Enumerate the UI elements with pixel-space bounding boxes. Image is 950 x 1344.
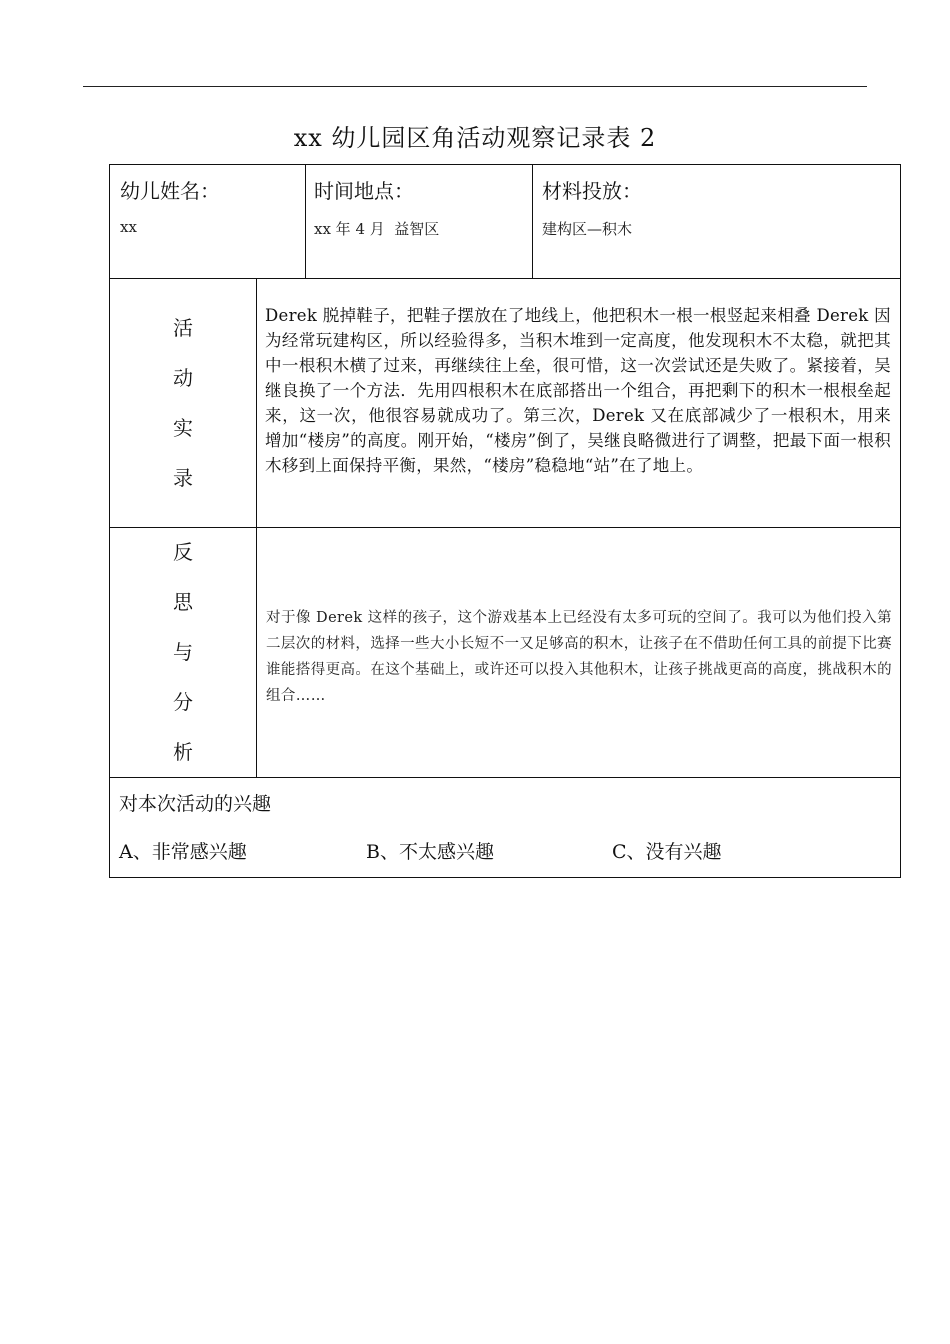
interest-option-c[interactable]: C、没有兴趣 [612, 841, 722, 863]
interest-cell [110, 778, 900, 877]
reflection-text: 对于像 Derek 这样的孩子，这个游戏基本上已经没有太多可玩的空间了。我可以为他们投入第二层次的材料，选择一些大小长短不一又足够高的积木，让孩子在不借助任何工具的前提下比赛谁能搭得更高。在这个基础上，或许还可以投入其他积木，让孩子挑战更高的高度，挑战积木的组合…… [266, 610, 892, 704]
reflection-label-char: 析 [173, 740, 193, 764]
time-place-cell [306, 165, 532, 278]
reflection-label-char: 思 [173, 590, 193, 614]
activity-record-label [110, 278, 256, 527]
child-name-label: 幼儿姓名： [120, 179, 220, 203]
time-place-label: 时间地点： [314, 179, 414, 203]
activity-label-char: 录 [173, 465, 193, 490]
document-title: xx 幼儿园区角活动观察记录表 2 [293, 124, 657, 152]
time-place-value: xx 年 4 月 益智区 [314, 220, 440, 238]
activity-record-text: Derek 脱掉鞋子，把鞋子摆放在了地线上，他把积木一根一根竖起来相叠 Derek 因为经常玩建构区，所以经验得多，当积木堆到一定高度，他发现积木不太稳，就把其中一根积木横了过来，再继续往上垒，很可惜，这一次尝试还是失败了。紧接着，吴继良换了一个方法．先用四根积木在底部搭出一个组合，再把剩下的积木一根根垒起来，这一次，他很容易就成功了。第三次，Derek 又在底部减少了一根积木，用来增加“楼房”的高度。刚开始，“楼房”倒了，吴继良略微进行了调整，把最下面一根积木移到上面保持平衡，果然，“楼房”稳稳地“站”在了地上。 [265, 306, 891, 475]
reflection-label [110, 527, 256, 777]
interest-title: 对本次活动的兴趣 [119, 793, 272, 815]
reflection-label-char: 与 [173, 640, 193, 664]
materials-value: 建构区—积木 [542, 220, 633, 238]
activity-label-char: 实 [173, 415, 193, 440]
header-rule [83, 86, 867, 87]
label-col-divider [256, 278, 257, 777]
child-name-value: xx [120, 218, 137, 236]
interest-option-a[interactable]: A、非常感兴趣 [119, 841, 247, 863]
materials-cell [533, 165, 900, 278]
reflection-label-char: 分 [173, 690, 193, 714]
materials-label: 材料投放： [542, 179, 642, 203]
activity-label-char: 动 [173, 365, 193, 390]
child-name-cell [110, 165, 305, 278]
activity-label-char: 活 [173, 315, 193, 340]
observation-record-table [109, 164, 901, 878]
reflection-label-char: 反 [173, 540, 193, 564]
interest-option-b[interactable]: B、不太感兴趣 [366, 841, 494, 863]
